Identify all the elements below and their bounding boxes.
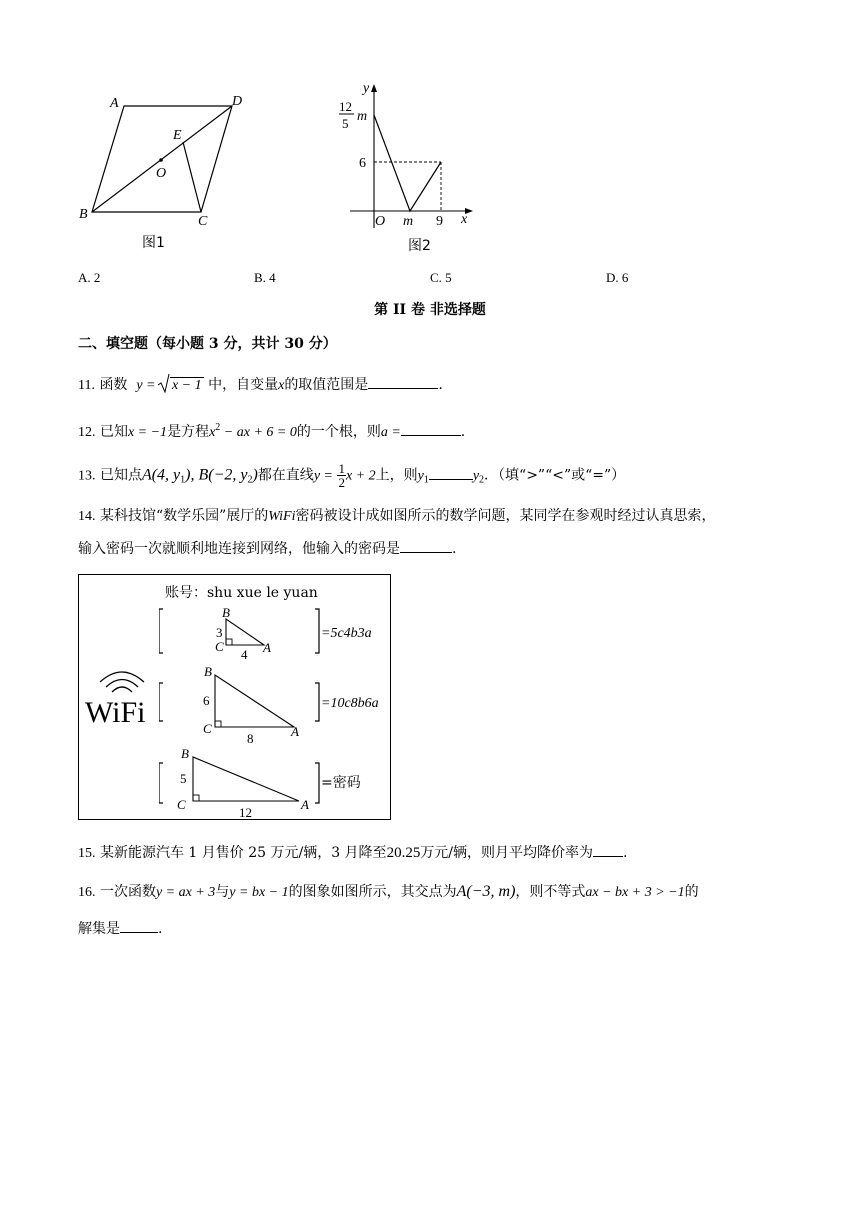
tri3-result: =密码 — [321, 775, 361, 791]
tri3-label-B: B — [181, 746, 189, 761]
q16-end2: . — [158, 921, 163, 937]
wifi-signal-icon — [97, 668, 147, 696]
tri3-label-A: A — [301, 797, 309, 812]
q11-pre: 函数 — [99, 377, 128, 393]
tri2-label-A: A — [291, 724, 299, 739]
tri2-leg-v: 6 — [203, 693, 210, 708]
q16-f1: y = ax + 3 — [155, 885, 216, 900]
tri2-label-C: C — [203, 721, 212, 736]
tri1-label-A: A — [263, 640, 271, 655]
q15-number: 15. — [78, 846, 96, 861]
wifi-account: 账号：shu xue le yuan — [165, 585, 318, 601]
q13-answer-blank[interactable] — [429, 465, 473, 480]
q15-answer-blank[interactable] — [593, 842, 623, 857]
q14-line1-b: 密码被设计成如图所示的数学问题，某同学在参观时经过认真思索， — [295, 508, 716, 524]
q11-post2: 的取值范围是 — [284, 377, 369, 393]
choice-b[interactable]: B. 4 — [254, 270, 276, 285]
q16-f2: y = bx − 1 — [229, 885, 289, 900]
q15-text-a: 某新能源汽车 1 月售价 25 万元/辆，3 月降至 — [99, 845, 387, 861]
q15-text-b: 万元/辆，则月平均降价率为 — [420, 845, 594, 861]
q13-y2: y — [472, 468, 480, 484]
choice-a[interactable]: A. 2 — [78, 270, 101, 285]
section-title: 二、填空题（每小题 3 分，共计 30 分） — [78, 336, 337, 352]
q13-point-b-sub: 2 — [247, 474, 253, 486]
tri2-leg-h: 8 — [247, 731, 254, 746]
q12-mid: 是方程 — [167, 424, 210, 440]
question-11 — [78, 374, 443, 396]
fig1-label-B: B — [79, 207, 88, 222]
q11-post: 中，自变量 — [208, 377, 279, 393]
q13-line-post: x + 2 — [345, 468, 376, 484]
q13-point-a: A(4, y — [141, 466, 181, 484]
q12-end: . — [460, 424, 466, 440]
q16-end1: 的 — [684, 884, 699, 900]
q12-pre: 已知 — [99, 424, 128, 440]
q16-mid3: ，则不等式 — [515, 884, 586, 900]
question-16-line-2 — [78, 918, 162, 939]
figure-2-graph — [330, 80, 480, 260]
part-title: 第 II 卷 非选择题 — [374, 302, 486, 318]
q11-number: 11. — [78, 378, 95, 393]
triangle-3 — [159, 745, 389, 821]
fig2-label-y: y — [363, 81, 370, 96]
fig1-label-A: A — [110, 96, 119, 111]
q12-eq2-c: − ax + 6 = 0 — [220, 425, 297, 440]
q16-number: 16. — [78, 885, 96, 900]
q13-line-pre: y = — [313, 468, 333, 484]
wifi-label: WiFi — [85, 696, 146, 729]
q13-y1: y — [417, 468, 424, 484]
fig1-caption: 图1 — [142, 235, 165, 251]
sqrt-icon — [158, 373, 170, 393]
fig2-label-12: 12 — [339, 99, 352, 114]
q11-answer-blank[interactable] — [368, 374, 438, 389]
tri3-label-C: C — [177, 797, 186, 812]
tri1-label-B: B — [222, 605, 230, 620]
tri1-leg-h: 4 — [241, 647, 248, 661]
q16-mid2: 的图象如图所示，其交点为 — [288, 884, 457, 900]
q16-answer-blank[interactable] — [120, 918, 158, 933]
q14-answer-blank[interactable] — [400, 538, 452, 553]
tri3-leg-h: 12 — [239, 805, 252, 820]
fig1-label-D: D — [232, 94, 243, 109]
q13-mid2: 上，则 — [375, 467, 418, 484]
q14-end: . — [452, 541, 457, 557]
q13-y2-sub: 2 — [479, 474, 485, 486]
tri1-result: =5c4b3a — [321, 626, 372, 641]
fig1-label-O: O — [156, 166, 167, 181]
q14-line2: 输入密码一次就顺利地连接到网络，他输入的密码是 — [78, 541, 400, 557]
q11-sqrt-body: x − 1 — [171, 378, 202, 393]
q12-answer-blank[interactable] — [401, 421, 461, 436]
q13-number: 13. — [78, 468, 96, 484]
fig2-label-x: x — [461, 212, 468, 227]
question-13 — [78, 462, 625, 494]
q14-wifi-word: WiFi — [268, 509, 296, 524]
fig1-label-E: E — [173, 128, 182, 143]
choice-d[interactable]: D. 6 — [606, 270, 629, 285]
triangle-2 — [159, 661, 389, 747]
q15-price: 20.25 — [386, 845, 421, 861]
q12-eq2-b: 2 — [215, 422, 221, 433]
triangle-1 — [159, 603, 389, 661]
fig2-label-5: 5 — [342, 116, 349, 131]
q14-line1-a: 某科技馆“数学乐园”展厅的 — [99, 508, 269, 524]
fig2-label-9: 9 — [436, 214, 443, 229]
q13-y1-sub: 1 — [423, 474, 429, 486]
tri1-label-C: C — [215, 639, 224, 654]
fig2-label-6: 6 — [359, 156, 366, 171]
figure-1-parallelogram — [70, 88, 260, 258]
question-12 — [78, 418, 465, 443]
q11-sqrt-prefix: y = — [136, 378, 156, 393]
fig1-label-C: C — [198, 214, 208, 229]
q12-eq2-a: x — [209, 425, 216, 440]
fig2-label-m-axis: m — [403, 214, 414, 229]
q15-end: . — [623, 845, 628, 861]
q13-frac-den: 2 — [338, 475, 345, 490]
q11-var: x — [278, 378, 285, 393]
fig2-caption: 图2 — [408, 238, 431, 254]
q13-fraction — [337, 462, 346, 489]
q14-number: 14. — [78, 509, 96, 524]
q11-end: . — [438, 377, 443, 393]
tri2-label-B: B — [204, 664, 212, 679]
q13-point-a-end: ), — [185, 466, 199, 484]
q16-line2: 解集是 — [78, 921, 120, 937]
q13-mid: 都在直线 — [257, 467, 314, 484]
fig2-label-O: O — [375, 214, 386, 229]
q16-mid: 与 — [215, 884, 230, 900]
q11-sqrt — [160, 375, 204, 396]
q16-pre: 一次函数 — [99, 884, 156, 900]
q13-point-b: B(−2, y — [198, 466, 248, 484]
q13-end: ．（填“>”“<”或“=”） — [484, 467, 626, 484]
tri1-leg-v: 3 — [216, 625, 223, 640]
q13-point-b-end: ) — [252, 466, 258, 484]
q12-eq1: x = −1 — [127, 425, 168, 440]
q12-post: 的一个根，则 — [296, 424, 381, 440]
q16-inequality: ax − bx + 3 > −1 — [585, 885, 685, 900]
question-16-line-1 — [78, 882, 699, 903]
question-14-line-1 — [78, 506, 716, 527]
q12-number: 12. — [78, 425, 96, 440]
fig2-label-m-y: m — [357, 109, 368, 124]
q13-pre: 已知点 — [99, 467, 142, 484]
choice-c[interactable]: C. 5 — [430, 270, 452, 285]
tri3-leg-v: 5 — [180, 771, 187, 786]
wifi-puzzle-box — [78, 574, 391, 820]
question-14-line-2 — [78, 538, 456, 559]
q13-frac-num: 1 — [338, 461, 345, 476]
q13-point-a-sub: 1 — [180, 474, 186, 486]
q16-point: A(−3, m) — [456, 883, 516, 900]
question-15 — [78, 842, 627, 864]
tri2-result: =10c8b6a — [321, 696, 379, 711]
q12-var: a = — [380, 425, 401, 440]
